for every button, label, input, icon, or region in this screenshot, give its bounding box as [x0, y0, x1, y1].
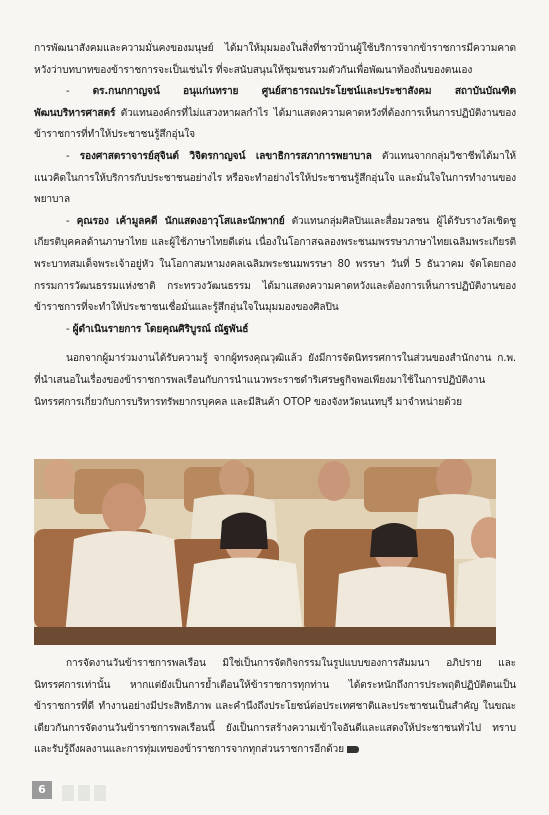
speaker-paragraph-3	[34, 211, 516, 319]
intro-paragraph: การพัฒนาสังคมและความมั่นคงของมนุษย์ ได้มาให้มุมมองในสิ่งที่ชาวบ้านผู้ใช้บริการจากข้าราชการมีความคาดหวังว่าบทบาทของข้าราชการจะเป็นเช่นไร ที่จะสนับสนุนให้ชุมชนรวมตัวกันเพื่อพัฒนาท้องถิ่นของตนเอง	[34, 43, 516, 76]
exhibition-paragraph: นอกจากผู้มาร่วมงานได้รับความรู้ จากผู้ทรงคุณวุฒิแล้ว ยังมีการจัดนิทรรศการในส่วนของสำนักงาน ก.พ. ที่นำเสนอในเรื่องของข้าราชการพลเรือนกับการนำแนวพระราชดำริเศรษฐกิจพอเพียงมาใช้ในการปฏิบัติงาน นิทรรศการเกี่ยวกับการบริหารทรัพยากรบุคคล และมีสินค้า OTOP ของจังหวัดนนทบุรี มาจำหน่ายด้วย	[34, 353, 516, 408]
speaker-text-2: ตัวแทนจากกลุ่มวิชาชีพได้มาให้แนวคิดในการให้บริการกับประชาชนอย่างไร หรือจะทำอย่างไรให้ประชาชนรู้สึกอุ่นใจ และมั่นใจในการทำงานของพยาบาล	[34, 150, 516, 206]
end-of-article-icon	[347, 746, 359, 753]
moderator-paragraph	[34, 319, 516, 341]
speaker-text-3: ตัวแทนกลุ่มศิลปินและสื่อมวลชน ผู้ได้รับรางวัลเชิดชูเกียรติบุคคลด้านภาษาไทย และผู้ใช้ภาษาไทยดีเด่น เนื่องในโอกาสฉลองพระชนมพรรษาภาษาไทยเฉลิมพระเกียรติพระบาทสมเด็จพระเจ้าอยู่หัว ในโอกาสมหามงคลเฉลิมพระชนมพรรษา 80 พรรษา วันที่ 5 ธันวาคม จัดโดยกองกรรมการวัฒนธรรมแห่งชาติ กระทรวงวัฒนธรรม ได้มาแสดงความคาดหวังและต้องการเห็นการปฏิบัติงานของข้าราชการที่จะทำให้ประชาชนเชื่อมั่นและรู้สึกอุ่นใจในมุมมองของศิลปิน	[34, 215, 516, 314]
closing-paragraph	[34, 653, 516, 761]
watermark-icon	[60, 782, 120, 804]
closing-text: การจัดงานวันข้าราชการพลเรือน มิใช่เป็นการจัดกิจกรรมในรูปแบบของการสัมมนา อภิปราย และนิทรรศการเท่านั้น หากแต่ยังเป็นการย้ำเตือนให้ข้าราชการทุกท่าน ได้ตระหนักถึงการประพฤติปฏิบัติตนเป็นข้าราชการที่ดี ทำงานอย่างมีประสิทธิภาพ และคำนึงถึงประโยชน์ต่อประเทศชาติและประชาชนเป็นสำคัญ ในขณะเดียวกันการจัดงานวันข้าราชการพลเรือนนี้ ยังเป็นการสร้างความเข้าใจอันดีและแสดงให้ประชาชนทั่วไป ทราบและรับรู้ถึงผลงานและการทุ่มเทของข้าราชการจากทุกส่วนราชการอีกด้วย	[34, 658, 516, 756]
moderator-name: ผู้ดำเนินรายการ โดยคุณศิริบูรณ์ ณัฐพันธ์	[72, 323, 249, 335]
speaker-paragraph-2	[34, 146, 516, 211]
speaker-name-3: คุณรอง เค้ามูลคดี นักแสดงอาวุโสและนักพากย์	[76, 215, 285, 227]
bullet: -	[66, 86, 93, 98]
article-text-bottom	[34, 653, 516, 761]
speaker-text-1: ตัวแทนองค์กรที่ไม่แสวงหาผลกำไร ได้มาแสดงความคาดหวังที่ต้องการเห็นการปฏิบัติงานของข้าราชการที่ทำให้ประชาชนรู้สึกอุ่นใจ	[34, 107, 516, 141]
page-number: 6	[32, 781, 52, 799]
article-text-top	[34, 38, 516, 413]
speaker-name-2: รองศาสตราจารย์สุจินต์ วิจิตรกาญจน์ เลขาธิการสภาการพยาบาล	[79, 150, 372, 162]
bullet: -	[66, 215, 77, 227]
audience-photo	[34, 459, 496, 645]
bullet: -	[66, 323, 73, 335]
speaker-name-1: ดร.กนกกาญจน์ อนุแก่นทราย ศูนย์สาธารณประโยชน์และประชาสังคม สถาบันบัณฑิตพัฒนบริหารศาสตร์	[34, 86, 516, 119]
audience-photo-illustration	[34, 459, 496, 645]
bullet: -	[66, 150, 80, 162]
speaker-paragraph-1	[34, 81, 516, 146]
